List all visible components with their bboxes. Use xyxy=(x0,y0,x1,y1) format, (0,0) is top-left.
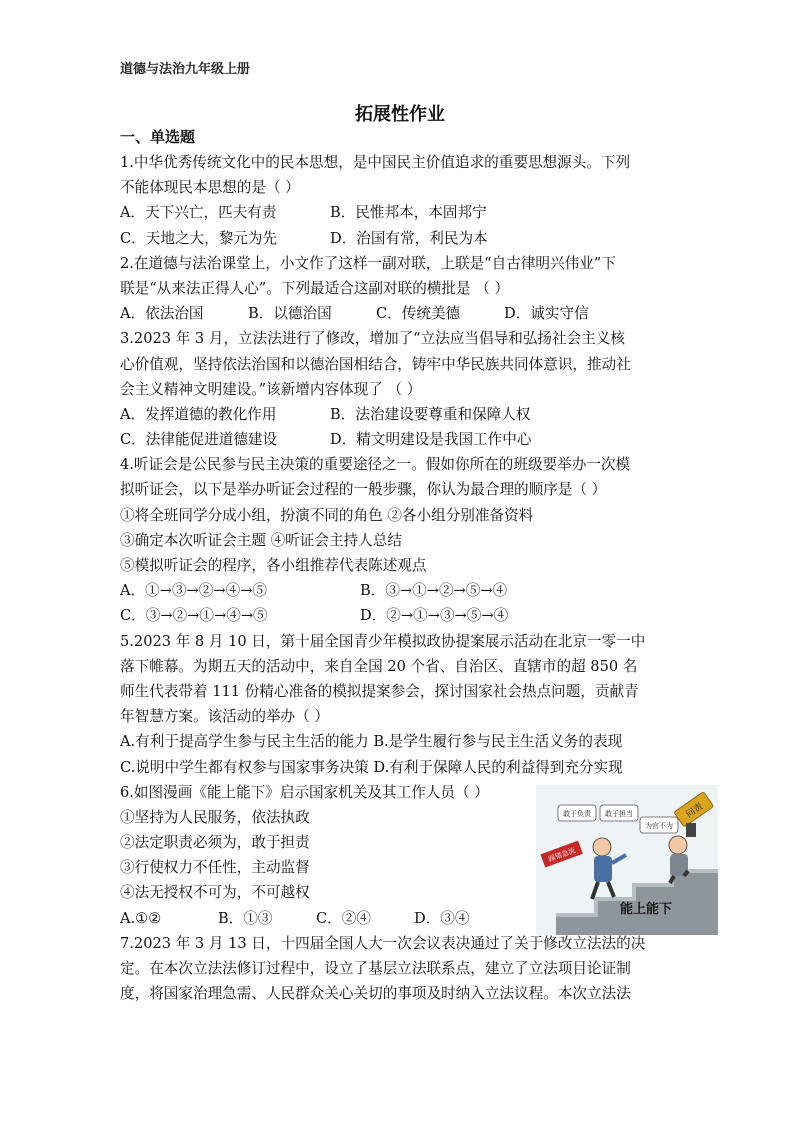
statement-item: ③行使权力不任性，主动监督 xyxy=(120,859,310,877)
option-a: A．依法治国 xyxy=(120,305,204,323)
step-item: ③确定本次听证会主题 ④听证会主持人总结 xyxy=(120,531,402,549)
question-stem-line: 师生代表带着 111 份精心准备的模拟提案参会，探讨国家社会热点问题，贡献青 xyxy=(120,682,639,700)
question-stem-line: 5.2023 年 8 月 10 日，第十届全国青少年模拟政协提案展示活动在北京一零一中 xyxy=(120,632,646,650)
comic-tag-text: 问责 xyxy=(684,801,706,821)
option-b: B．以德治国 xyxy=(248,305,332,323)
option-row xyxy=(120,603,680,628)
option-a: A．天下兴亡，匹夫有责 xyxy=(120,204,277,222)
section-heading: 一、单选题 xyxy=(120,128,196,146)
question-2 xyxy=(120,251,680,327)
question-stem-line: 联是“从来法正得人心”。下列最适合这副对联的横批是 （ ） xyxy=(120,279,510,297)
statement-item: ②法定职责必须为，敢于担责 xyxy=(120,834,310,852)
question-stem-line: 3.2023 年 3 月，立法法进行了修改，增加了“立法应当倡导和弘扬社会主义核 xyxy=(120,330,625,348)
question-stem-line: 落下帷幕。为期五天的活动中，来自全国 20 个省、自治区、直辖市的超 850 名 xyxy=(120,657,638,675)
option-d: D．精文明建设是我国工作中心 xyxy=(330,431,532,449)
option-d: D．③④ xyxy=(414,909,470,927)
option-row xyxy=(120,200,680,225)
statement-item: ①坚持为人民服务，依法执政 xyxy=(120,808,310,826)
question-stem-line: 6.如图漫画《能上能下》启示国家机关及其工作人员（ ） xyxy=(120,783,489,801)
page-title: 拓展性作业 xyxy=(355,104,445,125)
question-stem-line: 4.听证会是公民参与民主决策的重要途径之一。假如你所在的班级要举办一次模 xyxy=(120,456,631,474)
question-5 xyxy=(120,629,680,780)
question-stem-line: 心价值观，坚持依法治国和以德治国相结合，铸牢中华民族共同体意识，推动社 xyxy=(120,355,631,373)
option-a: A．发挥道德的教化作用 xyxy=(120,405,277,423)
question-stem-line: 不能体现民本思想的是（ ） xyxy=(120,179,300,197)
question-stem-line: 2.在道德与法治课堂上，小文作了这样一副对联，上联是“自古律明兴伟业”下 xyxy=(120,254,616,272)
option-c: C．天地之大，黎元为先 xyxy=(120,229,278,247)
option-c: C．法律能促进道德建设 xyxy=(120,431,278,449)
option-c: C．传统美德 xyxy=(376,305,461,323)
option-b: B．①③ xyxy=(218,909,273,927)
option-d: D．②→①→③→⑤→④ xyxy=(360,607,509,625)
option-pair: C.说明中学生都有权参与国家事务决策 D.有利于保障人民的利益得到充分实现 xyxy=(120,758,623,776)
option-row xyxy=(120,402,680,427)
question-4 xyxy=(120,452,680,628)
option-a: A．①→③→②→④→⑤ xyxy=(120,582,268,600)
option-d: D．治国有常，利民为本 xyxy=(330,229,488,247)
step-item: ①将全班同学分成小组，扮演不同的角色 ②各小组分别准备资料 xyxy=(120,506,534,524)
comic-bubble-text: 敢于负责 xyxy=(563,810,591,818)
question-stem-line: 定。在本次立法法修订过程中，设立了基层立法联系点，建立了立法项目论证制 xyxy=(120,960,631,977)
question-7 xyxy=(120,931,680,1007)
comic-bubble-text: 敢于担当 xyxy=(605,810,633,818)
step-item: ⑤模拟听证会的程序，各小组推荐代表陈述观点 xyxy=(120,557,427,574)
comic-bubble-text: 为官不为 xyxy=(645,822,673,830)
statement-item: ④法无授权不可为，不可越权 xyxy=(120,884,310,902)
option-b: B．法治建设要尊重和保障人权 xyxy=(330,405,531,423)
option-c: C．③→②→①→④→⑤ xyxy=(120,607,268,625)
question-stem-line: 会主义精神文明建设。”该新增内容体现了 （ ） xyxy=(120,380,422,398)
question-3 xyxy=(120,326,680,452)
book-header: 道德与法治九年级上册 xyxy=(120,62,251,77)
question-stem-line: 7.2023 年 3 月 13 日，十四届全国人大一次会议表决通过了关于修改立法法的决 xyxy=(120,934,646,952)
option-pair: A.有利于提高学生参与民主生活的能力 B.是学生履行参与民主生活义务的表现 xyxy=(120,733,623,751)
comic-illustration xyxy=(536,785,718,935)
option-row xyxy=(120,226,680,251)
comic-tag-text: 踩错急流 xyxy=(547,846,577,864)
option-c: C．②④ xyxy=(316,909,371,927)
option-row xyxy=(120,301,680,326)
option-row xyxy=(120,427,680,452)
question-stem-line: 拟听证会，以下是举办听证会过程的一般步骤，你认为最合理的顺序是（ ） xyxy=(120,481,607,499)
option-b: B．③→①→②→⑤→④ xyxy=(360,582,508,600)
option-d: D．诚实守信 xyxy=(504,305,589,323)
option-b: B．民惟邦本，本固邦宁 xyxy=(330,204,487,222)
question-1 xyxy=(120,150,680,251)
question-stem-line: 1.中华优秀传统文化中的民本思想，是中国民主价值追求的重要思想源头。下列 xyxy=(120,154,631,171)
question-stem-line: 年智慧方案。该活动的举办（ ） xyxy=(120,708,329,726)
option-a: A.①② xyxy=(120,909,162,927)
option-row xyxy=(120,578,680,603)
question-stem-line: 度，将国家治理急需、人民群众关心关切的事项及时纳入立法议程。本次立法法 xyxy=(120,985,631,1003)
comic-caption: 能上能下 xyxy=(619,902,673,917)
